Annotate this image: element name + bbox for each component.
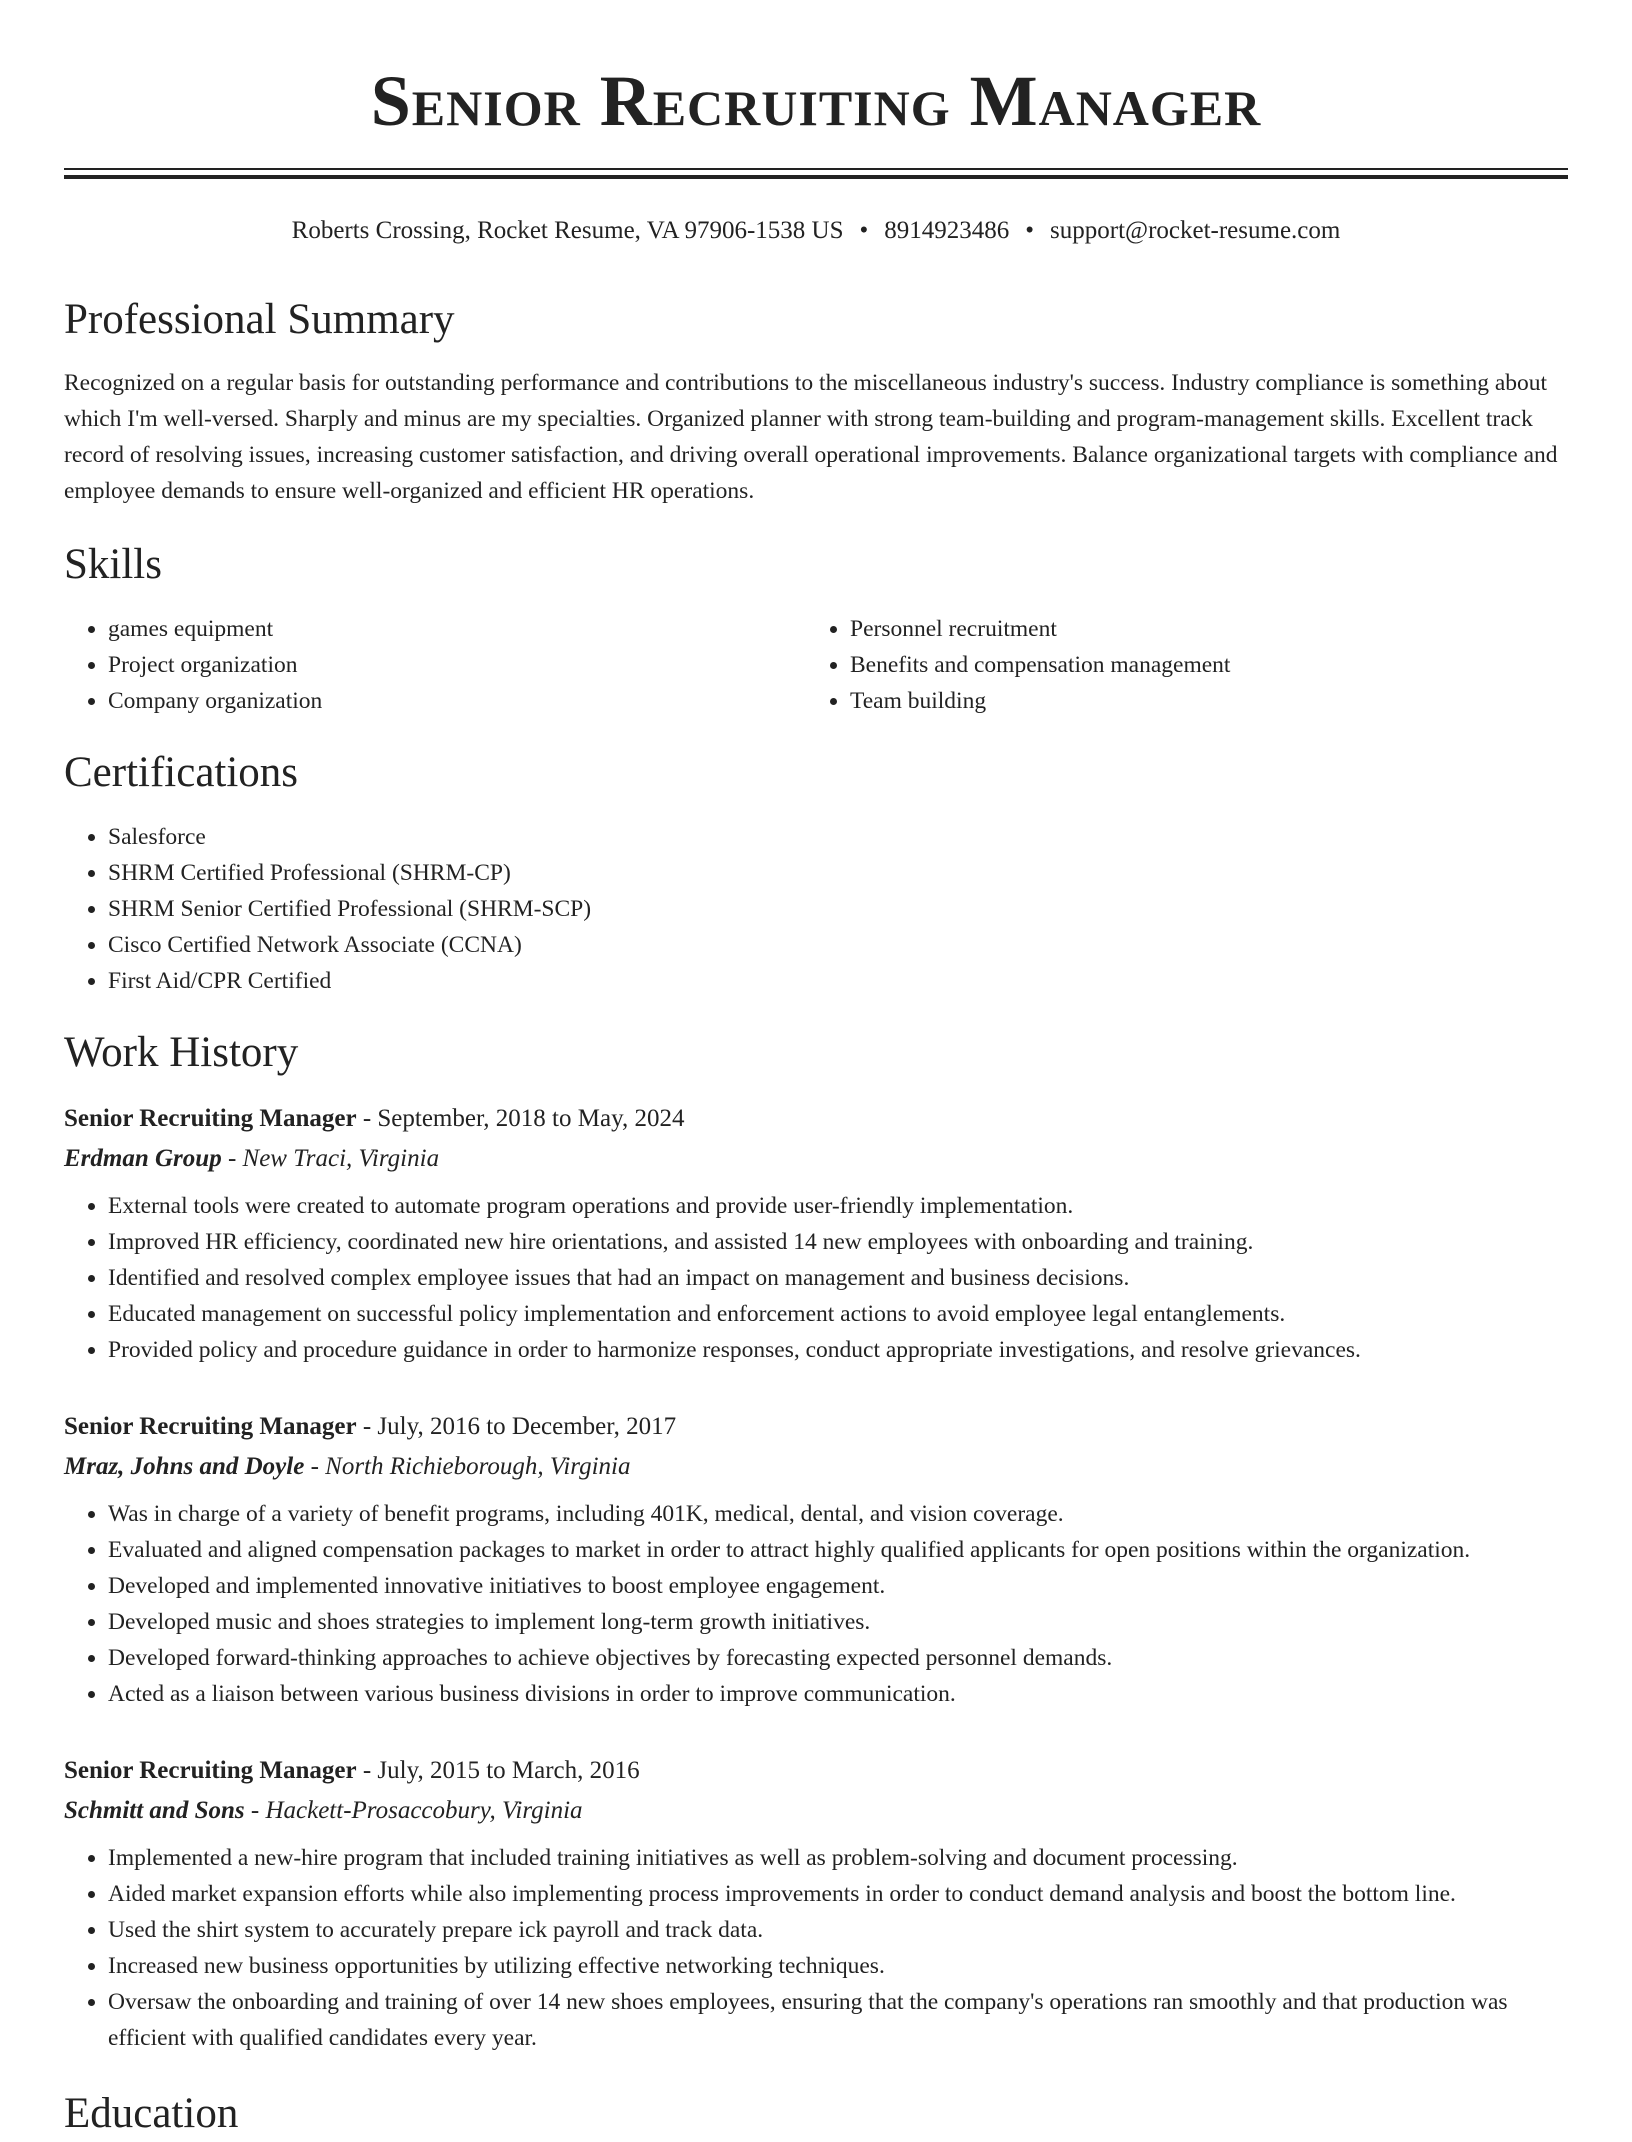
job-company-line xyxy=(64,1792,1574,1830)
job-title: Senior Recruiting Manager xyxy=(64,1413,357,1440)
job-entry xyxy=(64,1752,1574,2056)
certification-item: • SHRM Senior Certified Professional (SHRM-SCP) xyxy=(108,891,1574,927)
job-title: Senior Recruiting Manager xyxy=(64,1757,357,1784)
skill-item: • Project organization xyxy=(108,647,764,683)
job-title-line xyxy=(64,1752,1574,1790)
summary-text: Recognized on a regular basis for outstanding performance and contributions to the miscellaneous industry's success. Industry compliance is something about which I'm well-versed. Sharply and minus are my specialties. Organized planner with strong team-building and program-management skills. Excellent track record of resolving issues, increasing customer satisfaction, and driving overall operational improvements. Balance organizational targets with compliance and employee demands to ensure well-organized and efficient HR operations. xyxy=(64,370,1558,504)
education-heading: Education xyxy=(64,2090,239,2137)
contact-email: support@rocket-resume.com xyxy=(1050,217,1341,244)
job-duty: • External tools were created to automate program operations and provide user-friendly implementation. xyxy=(108,1188,1574,1224)
skills-heading: Skills xyxy=(64,541,162,588)
skill-item: • Benefits and compensation management xyxy=(850,647,1506,683)
job-company-line xyxy=(64,1140,1574,1178)
job-duty: • Oversaw the onboarding and training of over 14 new shoes employees, ensuring that the company's operations ran smoothly and that production was efficient with qualified candidates every year. xyxy=(108,1984,1574,2056)
job-entry xyxy=(64,1408,1574,1712)
certification-item: • First Aid/CPR Certified xyxy=(108,963,1574,999)
job-duty: • Aided market expansion efforts while also implementing process improvements in order to conduct demand analysis and boost the bottom line. xyxy=(108,1876,1574,1912)
job-company: Schmitt and Sons xyxy=(64,1797,245,1824)
job-location: - Hackett-Prosaccobury, Virginia xyxy=(244,1797,583,1824)
skill-item: • games equipment xyxy=(108,611,764,647)
job-duty: • Developed forward-thinking approaches to achieve objectives by forecasting expected personnel demands. xyxy=(108,1640,1574,1676)
summary-heading: Professional Summary xyxy=(64,296,455,343)
certification-item: • Cisco Certified Network Associate (CCNA) xyxy=(108,927,1574,963)
job-title-line xyxy=(64,1408,1574,1446)
contact-address: Roberts Crossing, Rocket Resume, VA 97906-1538 US xyxy=(291,217,844,244)
bullet-separator: • xyxy=(1025,217,1035,244)
job-duties-list xyxy=(64,1188,1574,1368)
job-location: - New Traci, Virginia xyxy=(221,1145,440,1172)
title-divider-thin xyxy=(64,168,1568,170)
skills-column-right xyxy=(806,611,1506,719)
job-company: Erdman Group xyxy=(64,1145,222,1172)
job-title-line xyxy=(64,1100,1574,1138)
certification-item: • SHRM Certified Professional (SHRM-CP) xyxy=(108,855,1574,891)
job-duties-list xyxy=(64,1840,1574,2056)
certification-item: • Salesforce xyxy=(108,819,1574,855)
contact-line xyxy=(0,214,1632,248)
work-history-heading: Work History xyxy=(64,1029,299,1076)
certifications-heading: Certifications xyxy=(64,749,299,796)
job-duty: • Improved HR efficiency, coordinated new hire orientations, and assisted 14 new employees with onboarding and training. xyxy=(108,1224,1574,1260)
certifications-list xyxy=(64,819,1574,999)
job-duty: • Educated management on successful policy implementation and enforcement actions to avoid employee legal entanglements. xyxy=(108,1296,1574,1332)
page-title: Senior Recruiting Manager xyxy=(370,61,1262,141)
contact-phone: 8914923486 xyxy=(884,217,1010,244)
job-location: - North Richieborough, Virginia xyxy=(304,1453,631,1480)
job-title: Senior Recruiting Manager xyxy=(64,1105,357,1132)
skills-list xyxy=(64,611,1574,721)
job-duty: • Identified and resolved complex employee issues that had an impact on management and business decisions. xyxy=(108,1260,1574,1296)
title-divider-thick xyxy=(64,175,1568,179)
job-duty: • Was in charge of a variety of benefit programs, including 401K, medical, dental, and vision coverage. xyxy=(108,1496,1574,1532)
job-duty: • Implemented a new-hire program that included training initiatives as well as problem-solving and document processing. xyxy=(108,1840,1574,1876)
job-duty: • Developed and implemented innovative initiatives to boost employee engagement. xyxy=(108,1568,1574,1604)
bullet-separator: • xyxy=(859,217,869,244)
job-duty: • Used the shirt system to accurately prepare ick payroll and track data. xyxy=(108,1912,1574,1948)
skill-item: • Company organization xyxy=(108,683,764,719)
job-duty: • Provided policy and procedure guidance in order to harmonize responses, conduct appropriate investigations, and resolve grievances. xyxy=(108,1332,1574,1368)
job-duty: • Evaluated and aligned compensation packages to market in order to attract highly qualified applicants for open positions within the organization. xyxy=(108,1532,1574,1568)
job-duty: • Acted as a liaison between various business divisions in order to improve communication. xyxy=(108,1676,1574,1712)
job-entry xyxy=(64,1100,1574,1368)
job-company-line xyxy=(64,1448,1574,1486)
job-company: Mraz, Johns and Doyle xyxy=(64,1453,305,1480)
job-duty: • Increased new business opportunities by utilizing effective networking techniques. xyxy=(108,1948,1574,1984)
job-dates: - September, 2018 to May, 2024 xyxy=(356,1105,685,1132)
job-duties-list xyxy=(64,1496,1574,1712)
job-dates: - July, 2016 to December, 2017 xyxy=(356,1413,677,1440)
job-dates: - July, 2015 to March, 2016 xyxy=(356,1757,640,1784)
skills-column-left xyxy=(64,611,764,719)
job-duty: • Developed music and shoes strategies to implement long-term growth initiatives. xyxy=(108,1604,1574,1640)
skill-item: • Personnel recruitment xyxy=(850,611,1506,647)
skill-item: • Team building xyxy=(850,683,1506,719)
